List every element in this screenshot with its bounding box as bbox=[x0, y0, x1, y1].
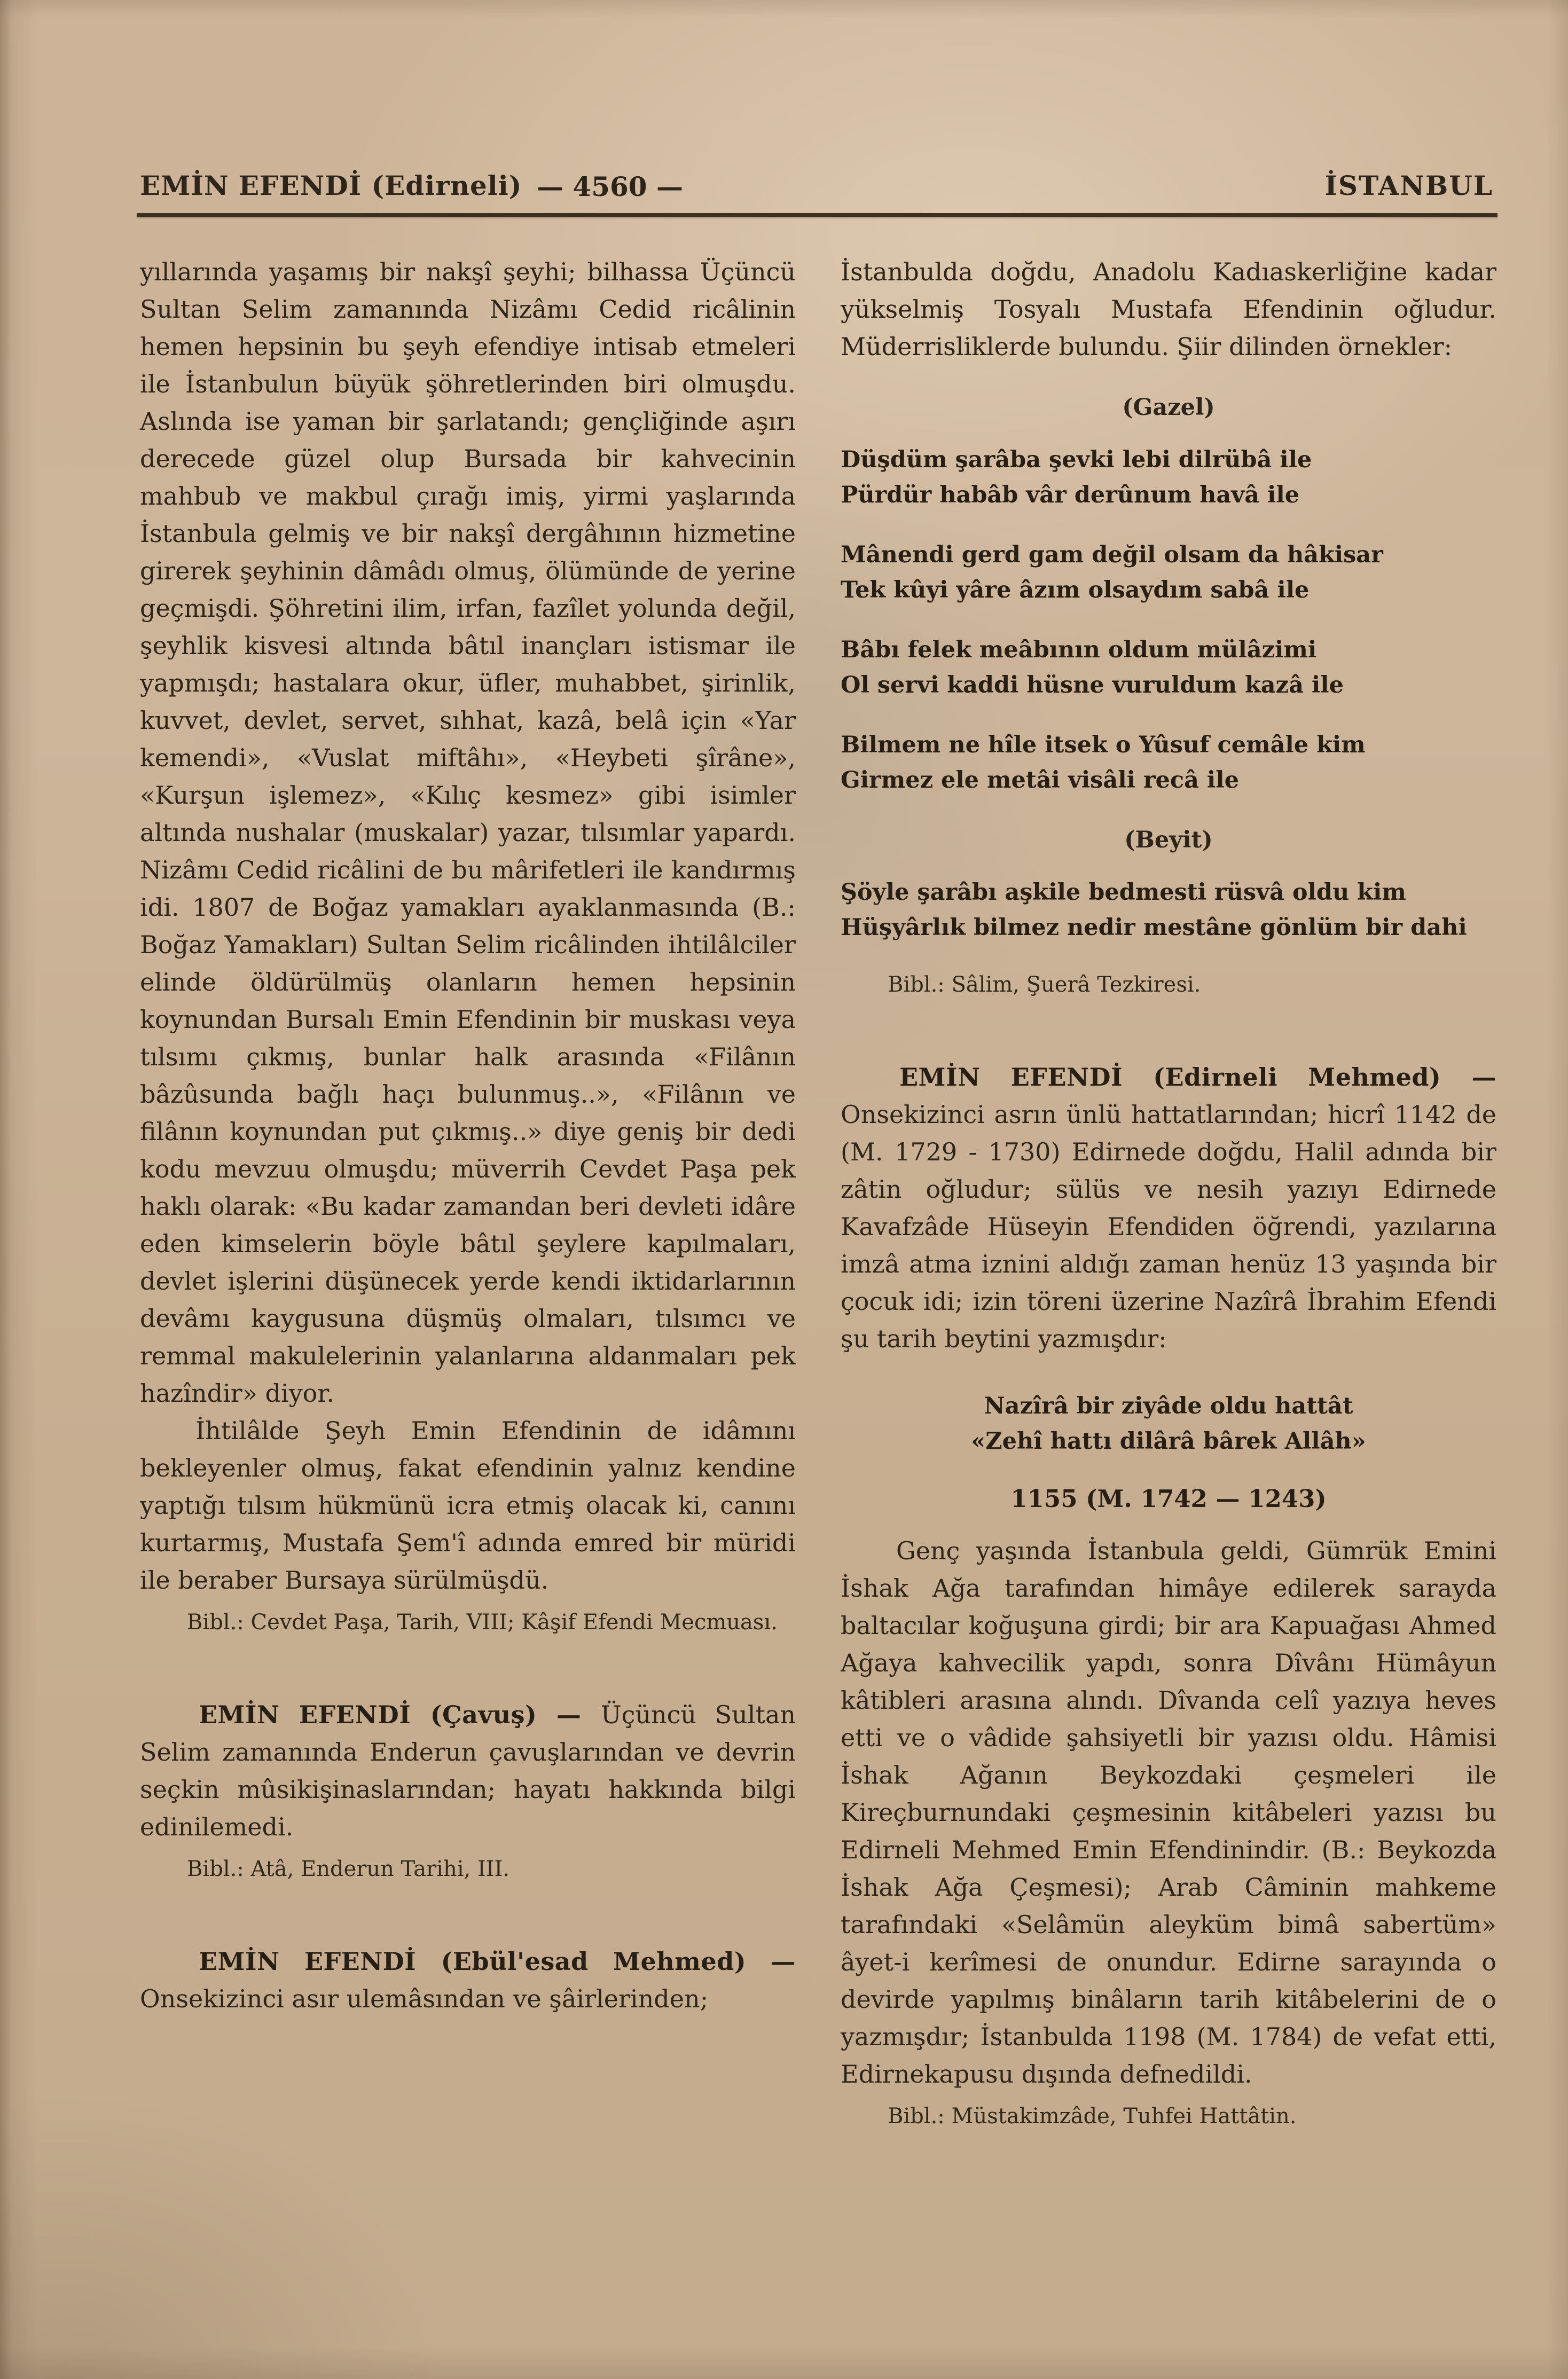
gazel-verse bbox=[841, 442, 1496, 798]
paragraph: İhtilâlde Şeyh Emin Efendinin de idâmını bekleyenler olmuş, fakat efendinin yalnız kendine yaptığı tılsım hükmünü icra etmiş olacak ki, canını kurtarmış, Mustafa Şem'î adında emred bir müridi ile beraber Bursaya sürülmüşdü. bbox=[140, 1416, 796, 1595]
tarih-beyti-verse bbox=[841, 1388, 1496, 1459]
entry-text: Onsekizinci asır ulemâsından ve şâirlerinden; bbox=[140, 1984, 709, 2013]
verse-line: Düşdüm şarâba şevki lebi dilrübâ ile bbox=[841, 446, 1312, 473]
verse-line: Mânendi gerd gam değil olsam da hâkisar bbox=[841, 541, 1383, 568]
left-column bbox=[140, 253, 796, 2131]
bibliography-line: Bibl.: Cevdet Paşa, Tarih, VIII; Kâşif Efendi Mecmuası. bbox=[187, 1610, 778, 1635]
page-number: — 4560 — bbox=[537, 171, 683, 202]
verse-line: Girmez ele metâi visâli recâ ile bbox=[841, 767, 1239, 794]
paragraph: yıllarında yaşamış bir nakşî şeyhi; bilhassa Üçüncü Sultan Selim zamanında Nizâmı Cedid ricâlinin hemen hepsinin bu şeyh efendiye intisab etmeleri ile İstanbulun büyük şöhretlerinden biri olmuşdu. Aslında ise yaman bir şarlatandı; gençliğinde aşırı derecede güzel olup Bursada bir kahvecinin mahbub ve makbul çırağı imiş, yirmi yaşlarında İstanbula gelmiş ve bir nakşî dergâhının hizmetine girerek şeyhinin dâmâdı olmuş, ölümünde de yerine geçmişdi. Şöhretini ilim, irfan, fazîlet yolunda değil, şeyhlik kisvesi altında bâtıl inançları istismar ile yapmışdı; hastalara okur, üfler, muhabbet, şirinlik, kuvvet, devlet, servet, sıhhat, kazâ, belâ için «Yar kemendi», «Vuslat miftâhı», «Heybeti şîrâne», «Kurşun işlemez», «Kılıç kesmez» gibi isimler altında nushalar (muskalar) yazar, tılsımlar yapardı. Nizâmı Cedid ricâlini de bu mârifetleri ile kandırmış idi. 1807 de Boğaz yamakları ayaklanmasında (B.: Boğaz Yamakları) Sultan Selim ricâlinden ihtilâlciler elinde öldürülmüş olanların hemen hepsinin koynundan Bursalı Emin Efendinin bir muskası veya tılsımı çıkmış, bunlar halk arasında «Filânın bâzûsunda bağlı haçı bulunmuş..», «Filânın ve filânın koynundan put çıkmış..» diye geniş bir dedi kodu mevzuu olmuşdu; müverrih Cevdet Paşa pek haklı olarak: «Bu kadar zamandan beri devleti idâre eden kimselerin böyle bâtıl şeylere kapılmaları, devlet işlerini düşünecek yerde kendi iktidarlarının devâmı kaygusuna düşmüş olmaları, tılsımcı ve remmal makulelerinin yalanlarına aldanmaları pek hazîndir» diyor. bbox=[140, 257, 796, 1408]
verse-line: «Zehî hattı dilârâ bârek Allâh» bbox=[971, 1428, 1366, 1455]
beyit-verse bbox=[841, 875, 1496, 945]
paragraph: Genç yaşında İstanbula geldi, Gümrük Emini İshak Ağa tarafından himâye edilerek sarayda baltacılar koğuşuna girdi; bir ara Kapuağası Ahmed Ağaya kahvecilik yapdı, sonra Dîvânı Hümâyun kâtibleri arasına alındı. Dîvanda celî yazıya heves etti ve o vâdide şahsiyetli bir yazısı oldu. Hâmisi İshak Ağanın Beykozdaki çeşmeleri ile Kireçburnundaki çeşmesinin kitâbeleri yazısı bu Edirneli Mehmed Emin Efendinindir. (B.: Beykozda İshak Ağa Çeşmesi); Arab Câminin mahkeme tarafındaki «Selâmün aleyküm bimâ sabertüm» âyet-i kerîmesi de onundur. Edirne sarayında o devirde yapılmış binâların tarih kitâbelerini de o yazmışdır; İstanbulda 1198 (M. 1784) de vefat etti, Edirnekapusu dışında defnedildi. bbox=[841, 1536, 1496, 2089]
bibliography-line: Bibl.: Müstakimzâde, Tuhfei Hattâtin. bbox=[888, 2104, 1297, 2129]
couplet bbox=[841, 1388, 1496, 1459]
right-column bbox=[841, 253, 1496, 2131]
entry-emin-efendi-cavus bbox=[140, 1696, 796, 1846]
entry-heading: EMİN EFENDİ (Ebül'esad Mehmed) — bbox=[199, 1947, 796, 1976]
verse-line: Nazîrâ bir ziyâde oldu hattât bbox=[984, 1393, 1353, 1419]
verse-line: Tek kûyi yâre âzım olsaydım sabâ ile bbox=[841, 577, 1310, 603]
couplet bbox=[841, 442, 1496, 513]
verse-label-gazel: (Gazel) bbox=[1122, 394, 1215, 421]
entry-text: Üçüncü Sultan Selim zamanında Enderun çavuşlarından ve devrin seçkin mûsikişinaslarından; hayatı hakkında bilgi edinilemedi. bbox=[140, 1700, 796, 1841]
entry-text: Onsekizinci asrın ünlü hattatlarından; hicrî 1142 de (M. 1729 - 1730) Edirnede doğdu, Halil adında bir zâtin oğludur; sülüs ve nesih yazıyı Edirnede Kavafzâde Hüseyin Efendiden öğrendi, yazılarına imzâ atma iznini aldığı zaman henüz 13 yaşında bir çocuk idi; izin töreni üzerine Nazîrâ İbrahim Efendi şu tarih beytini yazmışdır: bbox=[841, 1100, 1496, 1353]
couplet bbox=[841, 537, 1496, 608]
couplet bbox=[841, 727, 1496, 798]
bibliography-line: Bibl.: Atâ, Enderun Tarihi, III. bbox=[187, 1857, 510, 1881]
paragraph: İstanbulda doğdu, Anadolu Kadıaskerliğine kadar yükselmiş Tosyalı Mustafa Efendinin oğludur. Müderrisliklerde bulundu. Şiir dilinden örnekler: bbox=[841, 257, 1496, 361]
verse-line: Pürdür habâb vâr derûnum havâ ile bbox=[841, 482, 1300, 508]
verse-line: Ol servi kaddi hüsne vuruldum kazâ ile bbox=[841, 672, 1344, 698]
entry-heading: EMİN EFENDİ (Çavuş) — bbox=[199, 1700, 601, 1729]
verse-line: Hüşyârlık bilmez nedir mestâne gönlüm bir dahi bbox=[841, 914, 1467, 941]
header-rule bbox=[137, 213, 1498, 217]
date-line: 1155 (M. 1742 — 1243) bbox=[1010, 1485, 1327, 1513]
running-head-entry: EMİN EFENDİ (Edirneli) bbox=[140, 170, 522, 201]
bibliography-line: Bibl.: Sâlim, Şuerâ Tezkiresi. bbox=[888, 972, 1201, 997]
verse-line: Bilmem ne hîle itsek o Yûsuf cemâle kim bbox=[841, 732, 1366, 758]
couplet bbox=[841, 875, 1496, 945]
couplet bbox=[841, 632, 1496, 703]
two-column-text bbox=[140, 253, 1496, 2131]
verse-label-beyit: (Beyit) bbox=[1124, 827, 1213, 853]
entry-heading: EMİN EFENDİ (Edirneli Mehmed) — bbox=[899, 1063, 1496, 1092]
running-head-title: İSTANBUL bbox=[1324, 170, 1493, 201]
entry-emin-efendi-edirneli-mehmed bbox=[841, 1058, 1496, 1357]
entry-emin-efendi-ebulesad bbox=[140, 1943, 796, 2017]
verse-line: Şöyle şarâbı aşkile bedmesti rüsvâ oldu kim bbox=[841, 879, 1406, 906]
verse-line: Bâbı felek meâbının oldum mülâzimi bbox=[841, 637, 1317, 663]
